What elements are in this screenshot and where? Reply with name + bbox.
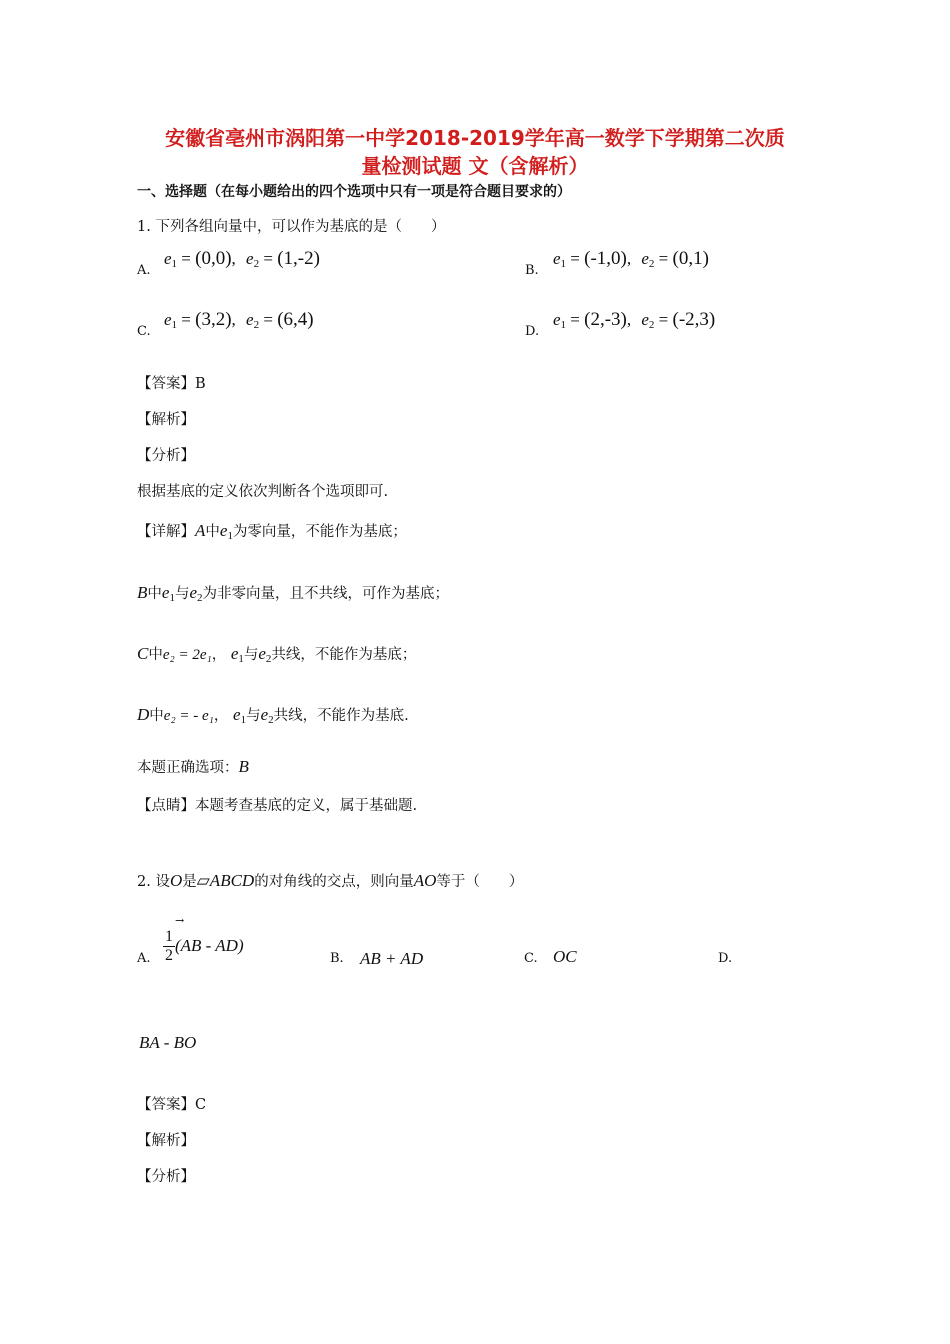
q2-option-c-letter: C.: [524, 951, 538, 966]
q1-detail-label: 【详解】: [137, 524, 195, 540]
q1-detail-d-equation: e₂ = - e₁: [163, 708, 214, 724]
q1-detail-c: C中e₂ = 2e₁， $e_1$与$e_2$共线，不能作为基底；: [137, 644, 417, 665]
q1-detail-d-mid: 中: [149, 708, 164, 724]
q1-option-b-letter: B.: [525, 263, 539, 278]
q1-detail-a-text: 为零向量，不能作为基底；: [232, 524, 407, 540]
section-heading: 一、选择题（在每小题给出的四个选项中只有一项是符合题目要求的）: [137, 184, 571, 200]
q2-option-a-arrow: →: [175, 914, 185, 927]
q2-option-a-num: 1: [165, 928, 173, 945]
q1-option-b-e1: (-1,0): [584, 248, 627, 269]
q1-option-c-vectors: $e_1 = (3,2)$, $e_2 = (6,4)$: [164, 309, 314, 331]
q1-comment: 【点睛】本题考查基底的定义，属于基础题.: [137, 798, 418, 814]
q2-option-b-expr: AB + AD: [360, 949, 424, 968]
q2-stem-mid: 的对角线的交点，则向量: [254, 874, 414, 890]
q1-detail-c-vec2: e: [258, 644, 266, 663]
q1-detail-a: [137, 520, 407, 542]
q2-option-a-letter: A.: [137, 951, 151, 966]
q1-detail-d: D中e₂ = - e₁， $e_1$与$e_2$共线，不能作为基底.: [137, 705, 409, 726]
q1-detail-a-mid: 中: [205, 524, 220, 540]
q1-detail-b-mid: 中: [147, 586, 162, 602]
q2-vector-ao: AO: [413, 871, 437, 890]
q1-detail-b: [137, 582, 449, 604]
q2-option-a-text: (AB - AD): [175, 936, 244, 955]
q1-option-c-e2: (6,4): [277, 309, 314, 330]
q1-detail-b-vec2: e: [189, 583, 197, 602]
document-title-line1: 安徽省亳州市涡阳第一中学2018-2019学年高一数学下学期第二次质: [165, 126, 785, 150]
q1-answer: 【答案】B: [137, 376, 206, 392]
q2-option-d-letter: D.: [718, 951, 733, 966]
q1-jiexi-label: 【解析】: [137, 412, 195, 428]
question-1-stem: 1. 下列各组向量中，可以作为基底的是（ ）: [137, 219, 446, 235]
q2-point-o: O: [169, 871, 183, 890]
q1-fenxi-text: 根据基底的定义依次判断各个选项即可.: [137, 484, 389, 500]
q1-option-d-letter: D.: [525, 324, 540, 339]
q1-option-b-e2: (0,1): [672, 248, 709, 269]
q2-option-a-fraction: [163, 928, 175, 965]
q2-fenxi-label: 【分析】: [137, 1169, 195, 1185]
q1-detail-c-sub2: 2: [265, 653, 272, 665]
q1-detail-b-sub2: 2: [196, 592, 203, 604]
q1-option-d-e2: (-2,3): [672, 309, 716, 330]
q1-detail-d-text: 共线，不能作为基底.: [273, 708, 409, 724]
q1-detail-b-vec1: e: [161, 583, 170, 602]
q1-detail-c-mid: 中: [148, 647, 163, 663]
q1-detail-b-sub1: 1: [169, 592, 175, 604]
q1-detail-d-sub2: 2: [268, 714, 274, 726]
question-2-stem: [137, 870, 523, 891]
q2-jiexi-label: 【解析】: [137, 1133, 195, 1149]
q1-detail-d-vec1: e: [233, 705, 241, 724]
q1-detail-d-sub1: 1: [240, 714, 247, 726]
q1-detail-d-letter: D: [137, 705, 150, 724]
q1-option-c-letter: C.: [137, 324, 151, 339]
q1-detail-b-with: 与: [174, 586, 190, 602]
q1-option-a-vectors: $e_1 = (0,0)$, $e_2 = (1,-2)$: [164, 248, 320, 270]
q2-option-a-expr: [163, 914, 244, 965]
q1-detail-a-sub: 1: [227, 530, 233, 542]
q1-detail-a-vec: e: [219, 521, 228, 540]
q2-stem-is: 是: [182, 874, 197, 890]
q1-option-d-e1: (2,-3): [584, 309, 627, 330]
q2-stem-pre: 2. 设: [137, 874, 170, 890]
q1-correct-line: [137, 756, 249, 777]
q1-correct-value: B: [238, 757, 249, 776]
q1-option-a-letter: A.: [137, 263, 151, 278]
q1-detail-c-equation: e₂ = 2e₁: [162, 647, 212, 663]
q2-option-d-expr: BA - BO: [139, 1033, 197, 1052]
q1-option-b-vectors: $e_1 = (-1,0)$, $e_2 = (0,1)$: [553, 248, 709, 270]
q2-parallelogram: ▱ABCD: [196, 871, 255, 890]
q2-option-b-letter: B.: [330, 951, 344, 966]
q1-detail-d-with: 与: [246, 708, 261, 724]
q2-answer: 【答案】C: [137, 1097, 207, 1113]
q1-detail-c-vec1: e: [230, 644, 239, 663]
q1-detail-d-vec2: e: [260, 705, 269, 724]
q1-option-d-vectors: $e_1 = (2,-3)$, $e_2 = (-2,3)$: [553, 309, 716, 331]
q1-detail-b-letter: B: [137, 583, 148, 602]
q1-detail-b-text: 为非零向量，且不共线，可作为基底；: [202, 586, 449, 602]
q1-correct-label: 本题正确选项：: [137, 760, 239, 776]
q1-fenxi-label: 【分析】: [137, 448, 195, 464]
q1-detail-c-sub1: 1: [238, 653, 244, 665]
q1-option-a-e1: (0,0): [195, 248, 232, 269]
q1-detail-c-letter: C: [137, 644, 149, 663]
q2-option-a-den: 2: [165, 947, 173, 964]
q2-stem-post: 等于（ ）: [436, 874, 524, 890]
q1-detail-c-with: 与: [243, 647, 259, 663]
q2-option-c-expr: OC: [553, 947, 577, 966]
q1-detail-a-letter: A: [195, 521, 206, 540]
document-title-line2: 量检测试题 文（含解析）: [361, 154, 589, 178]
q1-option-c-e1: (3,2): [195, 309, 232, 330]
q1-detail-c-text: 共线，不能作为基底；: [271, 647, 417, 663]
q1-option-a-e2: (1,-2): [277, 248, 320, 269]
